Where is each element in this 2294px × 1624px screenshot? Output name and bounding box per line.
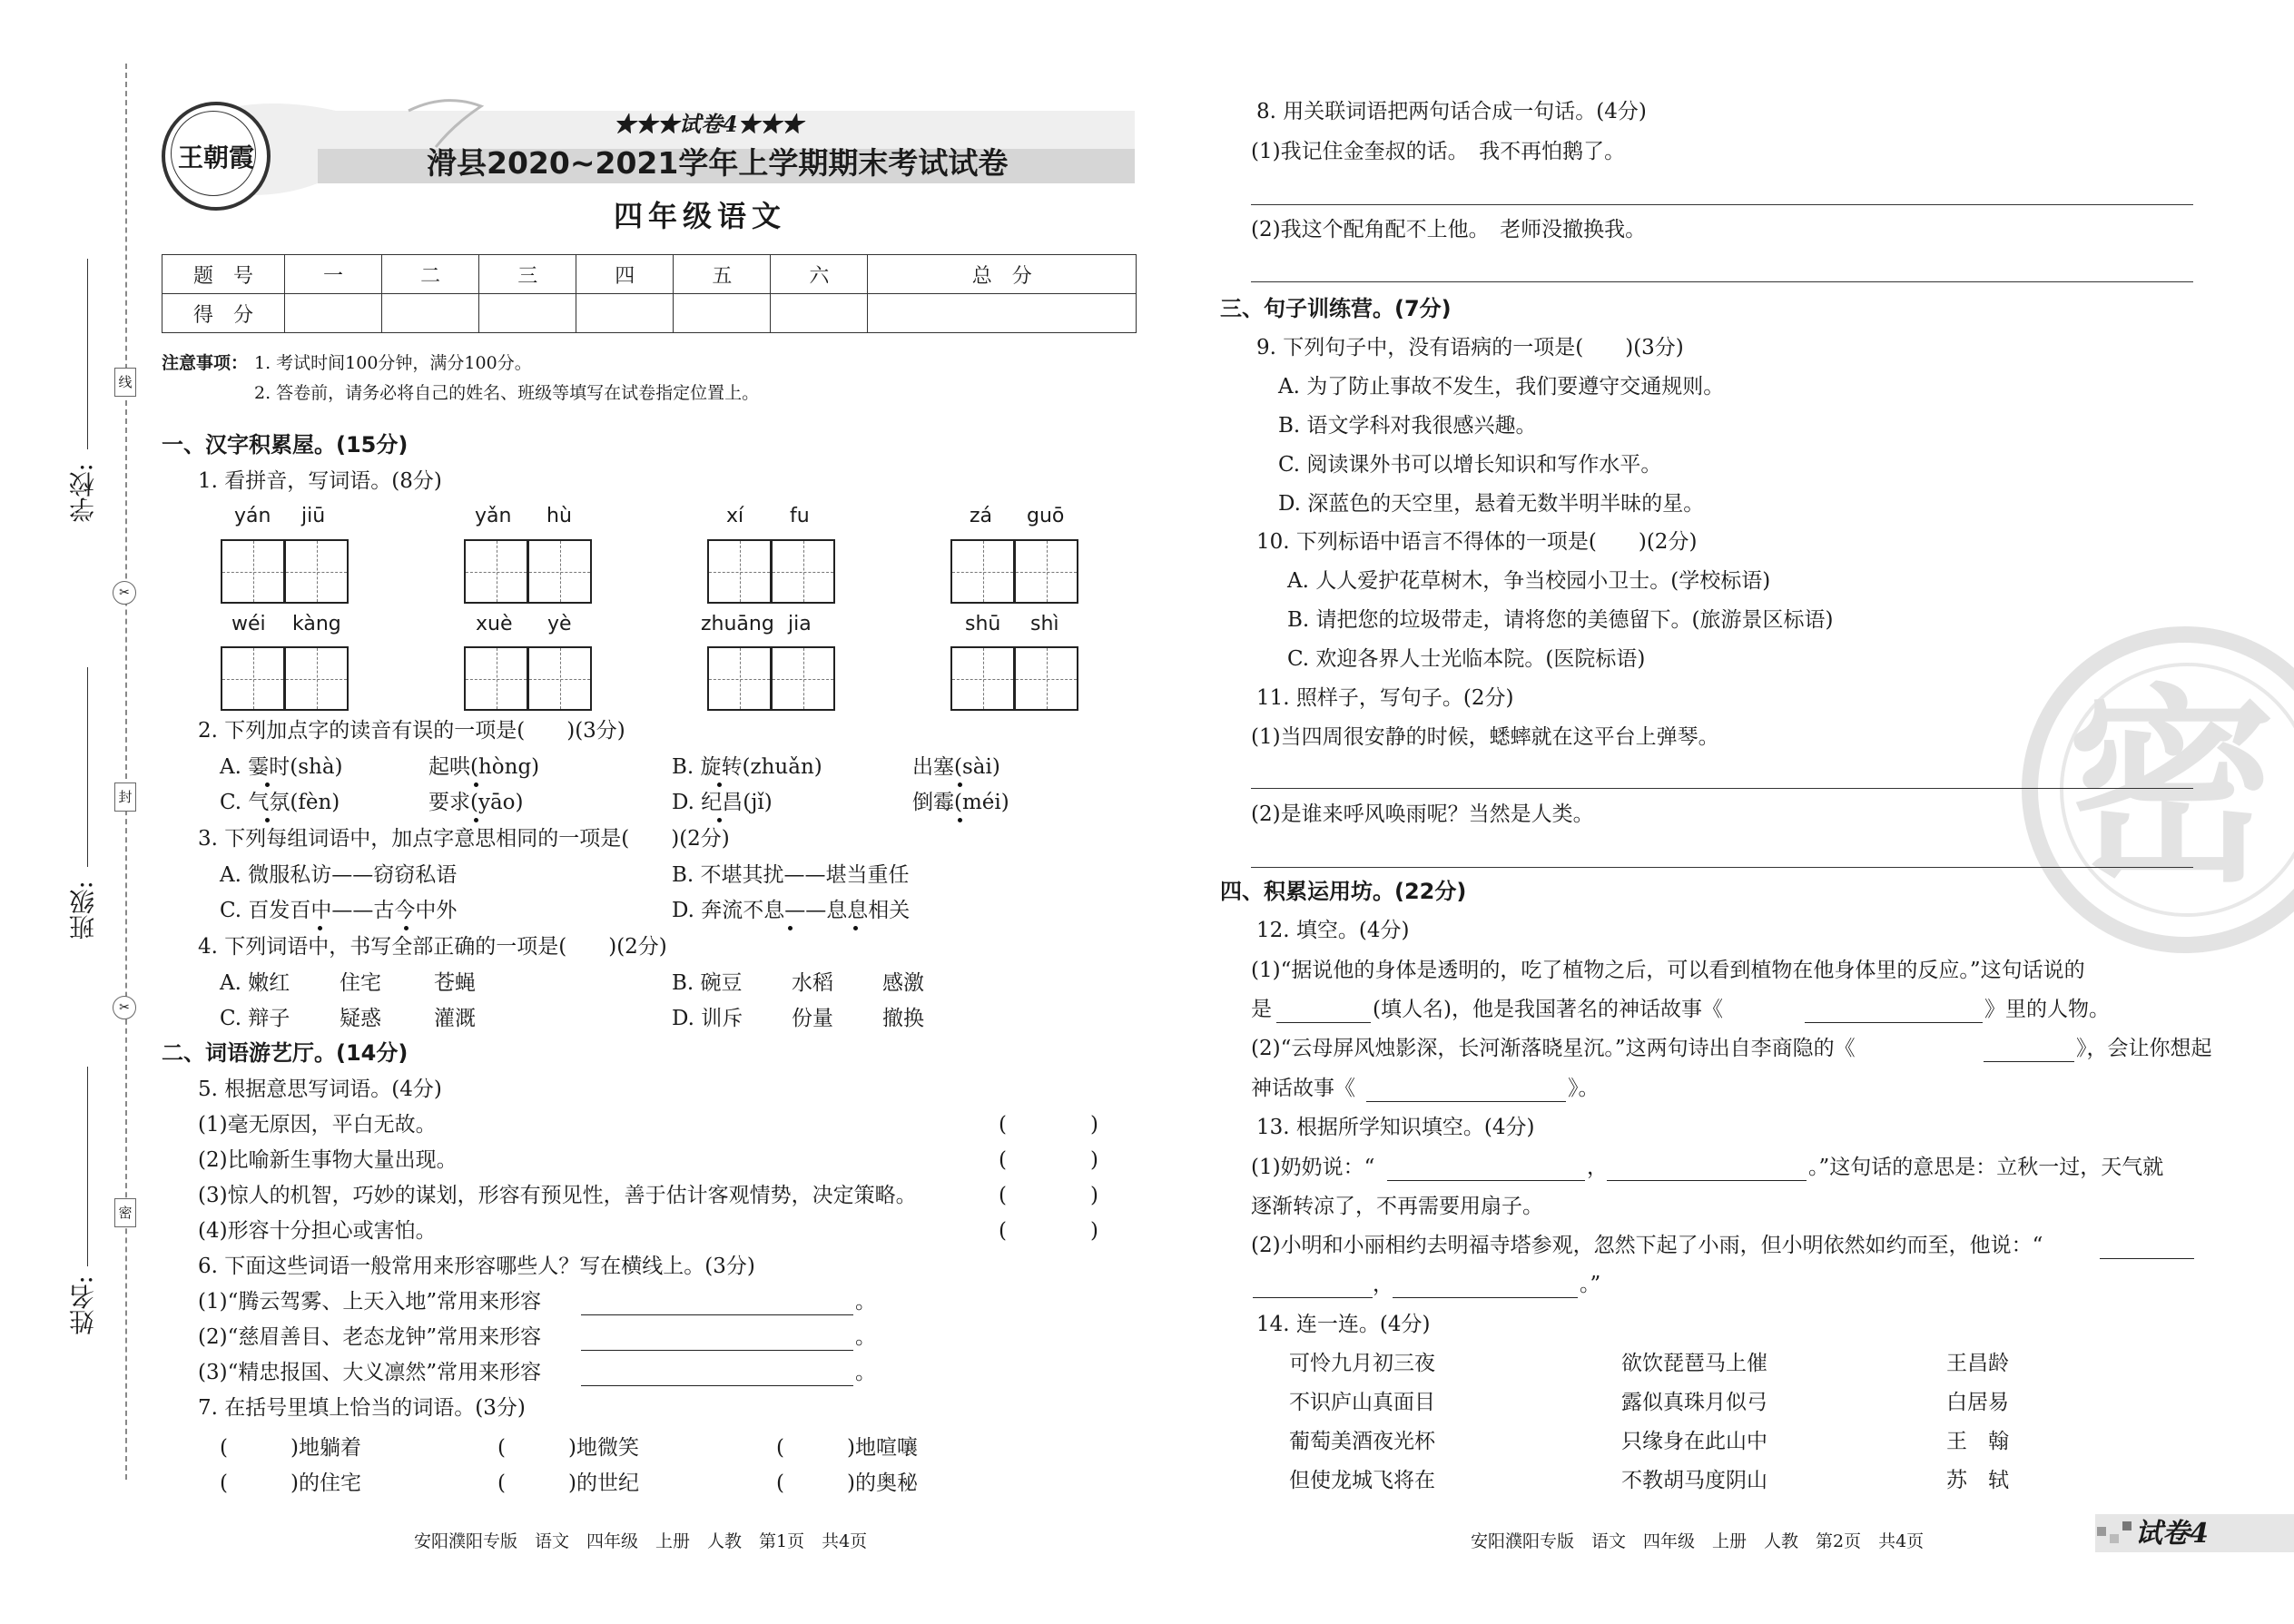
emphasis-dot — [717, 818, 722, 822]
emphasis-dot — [265, 818, 270, 822]
q10-option: B. 请把您的垃圾带走，请将您的美德留下。(旅游景区标语) — [1287, 608, 1834, 632]
q4-option: 感激 — [882, 971, 924, 995]
tianzige-box[interactable] — [1014, 539, 1078, 604]
emphasis-dot — [265, 782, 270, 787]
emphasis-dot — [788, 926, 793, 930]
score-cell[interactable] — [382, 294, 479, 333]
q3-option: B. 不堪其扰——堪当重任 — [672, 863, 910, 887]
q3-stem: 3. 下列每组词语中，加点字意思相同的一项是( )(2分) — [198, 827, 730, 851]
margin-mark-xian: 线 — [114, 368, 136, 397]
answer-blank[interactable] — [2100, 1258, 2194, 1259]
poet-name[interactable]: 王昌龄 — [1946, 1352, 2009, 1375]
q5-item: (2)比喻新生事物大量出现。 — [198, 1148, 458, 1172]
q3-option: A. 微服私访——窃窃私语 — [220, 863, 458, 887]
paper-series: ★★★试卷4★★★ — [614, 111, 803, 137]
q12-stem: 12. 填空。(4分) — [1256, 919, 1410, 942]
answer-blank[interactable] — [1253, 1297, 1373, 1298]
answer-blank[interactable] — [1984, 1061, 2074, 1062]
q13-stem: 13. 根据所学知识填空。(4分) — [1256, 1116, 1535, 1139]
score-head-cell: 题 号 — [162, 255, 285, 294]
subject-title: 四年级语文 — [614, 199, 787, 233]
poem-line-left[interactable]: 可怜九月初三夜 — [1289, 1352, 1435, 1375]
q2-option: D. 纪昌(jǐ) — [672, 791, 773, 814]
q9-option: D. 深蓝色的天空里，悬着无数半明半昧的星。 — [1278, 492, 1705, 516]
footer-left: 安阳濮阳专版 语文 四年级 上册 人教 第1页 共4页 — [414, 1531, 868, 1551]
q4-option: A. 嫩红 — [220, 971, 290, 995]
tianzige-box[interactable] — [950, 539, 1015, 604]
q9-option: A. 为了防止事故不发生，我们要遵守交通规则。 — [1278, 375, 1725, 399]
answer-line[interactable] — [1251, 204, 2193, 205]
score-cell[interactable] — [576, 294, 674, 333]
q7-item[interactable]: ( )的奥秘 — [776, 1471, 918, 1495]
answer-line[interactable] — [581, 1385, 853, 1386]
poem-line-left[interactable]: 葡萄美酒夜光杯 — [1289, 1430, 1435, 1453]
q4-option: 住宅 — [340, 971, 381, 995]
q6-end: 。 — [855, 1361, 876, 1384]
corner-tag: 试卷4 — [2135, 1518, 2209, 1550]
q6-end: 。 — [855, 1290, 876, 1314]
score-head-cell: 五 — [674, 255, 771, 294]
q7-item[interactable]: ( )地微笑 — [497, 1436, 639, 1460]
notes-label: 注意事项： — [162, 353, 249, 373]
q10-stem: 10. 下列标语中语言不得体的一项是( )(2分) — [1256, 530, 1698, 554]
notes-line-1: 1. 考试时间100分钟，满分100分。 — [254, 353, 532, 373]
score-label-cell: 得 分 — [162, 294, 285, 333]
q2-option: 出塞(sài) — [912, 755, 1000, 779]
q8-item-2: (2)我这个配角配不上他。 老师没撤换我。 — [1251, 218, 1647, 241]
poem-line-right[interactable]: 只缘身在此山中 — [1621, 1430, 1767, 1453]
name-label: 姓名: — [68, 1275, 98, 1335]
pinyin: hù — [546, 505, 572, 527]
answer-line[interactable] — [1251, 788, 2193, 789]
q13-comma-2: ， — [1373, 1273, 1393, 1296]
section-1-title: 一、汉字积累屋。(15分) — [162, 432, 409, 458]
corner-square — [2110, 1534, 2119, 1543]
score-header-row — [162, 255, 1137, 294]
q2-option: B. 旋转(zhuǎn) — [672, 755, 822, 779]
q7-item[interactable]: ( )地躺着 — [220, 1436, 361, 1460]
q14-stem: 14. 连一连。(4分) — [1256, 1313, 1431, 1336]
corner-square — [2097, 1527, 2106, 1536]
score-head-cell: 六 — [771, 255, 868, 294]
q13-comma: ， — [1587, 1156, 1608, 1179]
margin-mark-feng: 封 — [114, 782, 136, 812]
answer-line[interactable] — [1251, 281, 2193, 282]
q2-option: C. 气氛(fèn) — [220, 791, 340, 814]
pinyin: jia — [788, 613, 812, 635]
q6-item: (1)“腾云驾雾、上天入地”常用来形容 — [198, 1290, 542, 1314]
q7-stem: 7. 在括号里填上恰当的词语。(3分) — [198, 1396, 526, 1420]
notes-line-2: 2. 答卷前，请务必将自己的姓名、班级等填写在试卷指定位置上。 — [254, 383, 760, 403]
q11-stem: 11. 照样子，写句子。(2分) — [1256, 686, 1514, 710]
q9-stem: 9. 下列句子中，没有语病的一项是( )(3分) — [1256, 336, 1684, 359]
pinyin: guō — [1027, 505, 1065, 527]
q4-option: 撤换 — [882, 1007, 924, 1030]
poem-line-right[interactable]: 露似真珠月似弓 — [1621, 1391, 1767, 1414]
answer-paren[interactable]: ( ) — [999, 1148, 1098, 1172]
poet-name[interactable]: 苏 轼 — [1946, 1469, 2009, 1492]
poem-line-right[interactable]: 欲饮琵琶马上催 — [1621, 1352, 1767, 1375]
pinyin: shì — [1030, 613, 1059, 635]
corner-square — [2122, 1521, 2132, 1530]
score-cell[interactable] — [285, 294, 382, 333]
q6-item: (3)“精忠报国、大义凛然”常用来形容 — [198, 1361, 542, 1384]
q8-item-1: (1)我记住金奎叔的话。 我不再怕鹅了。 — [1251, 140, 1626, 163]
margin-circle-bottom: ✂ — [113, 996, 136, 1019]
answer-blank[interactable] — [1393, 1297, 1578, 1298]
q4-option: 疑惑 — [340, 1007, 381, 1030]
answer-paren[interactable]: ( ) — [999, 1113, 1098, 1137]
tianzige-box[interactable] — [950, 646, 1015, 711]
q2-option: 要求(yāo) — [428, 791, 524, 814]
section-4-title: 四、积累运用坊。(22分) — [1220, 879, 1467, 904]
q12-line-1b-end: 》里的人物。 — [1984, 998, 2110, 1021]
q2-stem: 2. 下列加点字的读音有误的一项是( )(3分) — [198, 719, 625, 743]
pinyin: yǎn — [475, 505, 512, 527]
q6-item: (2)“慈眉善目、老态龙钟”常用来形容 — [198, 1325, 542, 1349]
emphasis-dot — [404, 926, 409, 930]
q9-option: B. 语文学科对我很感兴趣。 — [1278, 414, 1537, 438]
brand-logo-text: 王朝霞 — [177, 143, 254, 172]
q2-option: A. 霎时(shà) — [220, 755, 343, 779]
q5-item: (1)毫无原因，平白无故。 — [198, 1113, 437, 1137]
q10-option: A. 人人爱护花草树木，争当校园小卫士。(学校标语) — [1287, 569, 1771, 593]
class-line[interactable] — [87, 667, 88, 867]
q12-line-2a-end: 》，会让你想起 — [2076, 1037, 2212, 1060]
q4-option: 水稻 — [792, 971, 833, 995]
emphasis-dot — [717, 782, 722, 787]
q12-line-1b-start: 是 — [1251, 998, 1272, 1021]
q4-stem: 4. 下列词语中，书写全部正确的一项是( )(2分) — [198, 935, 667, 959]
q7-item[interactable]: ( )地喧嚷 — [776, 1436, 918, 1460]
q6-stem: 6. 下面这些词语一般常用来形容哪些人？写在横线上。(3分) — [198, 1255, 755, 1278]
score-head-cell: 四 — [576, 255, 674, 294]
answer-blank[interactable] — [1276, 1022, 1371, 1023]
score-cell[interactable] — [674, 294, 771, 333]
tianzige-box[interactable] — [464, 646, 528, 711]
poem-line-right[interactable]: 不教胡马度阴山 — [1621, 1469, 1767, 1492]
answer-paren[interactable]: ( ) — [999, 1184, 1098, 1207]
score-cell[interactable] — [771, 294, 868, 333]
q8-stem: 8. 用关联词语把两句话合成一句话。(4分) — [1256, 100, 1647, 123]
pinyin: wéi — [231, 613, 266, 635]
tianzige-box[interactable] — [221, 646, 285, 711]
score-head-cell: 三 — [479, 255, 576, 294]
answer-blank[interactable] — [1607, 1180, 1807, 1181]
school-label: 学校: — [68, 463, 98, 523]
score-cell[interactable] — [479, 294, 576, 333]
q10-option: C. 欢迎各界人士光临本院。(医院标语) — [1287, 647, 1646, 671]
q2-option: 起哄(hòng) — [428, 755, 540, 779]
poet-name[interactable]: 白居易 — [1946, 1391, 2009, 1414]
q5-item: (4)形容十分担心或害怕。 — [198, 1219, 437, 1243]
binding-dashed-line — [125, 64, 127, 1480]
answer-line[interactable] — [581, 1314, 853, 1315]
pinyin: xí — [726, 505, 744, 527]
q6-end: 。 — [855, 1325, 876, 1349]
tianzige-box[interactable] — [527, 539, 592, 604]
score-head-cell: 二 — [382, 255, 479, 294]
pinyin: zhuāng — [701, 613, 774, 635]
emphasis-dot — [958, 818, 962, 822]
q2-option: 倒霉(méi) — [912, 791, 1009, 814]
watermark-char: 密 — [2067, 668, 2277, 910]
pinyin: shū — [965, 613, 1001, 635]
answer-blank[interactable] — [1805, 1022, 1983, 1023]
tianzige-box[interactable] — [284, 539, 349, 604]
q9-option: C. 阅读课外书可以增长知识和写作水平。 — [1278, 453, 1662, 477]
q12-line-1a: (1)“据说他的身体是透明的，吃了植物之后，可以看到植物在他身体里的反应。”这句话说的 — [1251, 959, 2085, 982]
score-table — [162, 254, 1137, 333]
answer-line[interactable] — [581, 1350, 853, 1351]
poem-line-left[interactable]: 但使龙城飞将在 — [1289, 1469, 1435, 1492]
q13-line-1b: 逐渐转凉了，不再需要用扇子。 — [1251, 1195, 1543, 1218]
emphasis-dot — [474, 818, 478, 822]
q12-line-2b-end: 》。 — [1568, 1077, 1600, 1100]
margin-circle-top: ✂ — [113, 581, 136, 605]
footer-right: 安阳濮阳专版 语文 四年级 上册 人教 第2页 共4页 — [1471, 1531, 1925, 1551]
q5-item: (3)惊人的机智，巧妙的谋划，形容有预见性，善于估计客观情势，决定策略。 — [198, 1184, 917, 1207]
emphasis-dot — [474, 782, 478, 787]
answer-blank[interactable] — [1366, 1101, 1566, 1102]
pinyin: zá — [970, 505, 993, 527]
brand-logo — [162, 102, 271, 211]
answer-blank[interactable] — [1387, 1180, 1585, 1181]
q13-line-2b-end: 。” — [1580, 1273, 1601, 1296]
pinyin: yán — [234, 505, 271, 527]
q4-option: C. 辩子 — [220, 1007, 290, 1030]
pinyin: xuè — [476, 613, 513, 635]
pinyin: fu — [790, 505, 810, 527]
q4-option: D. 训斥 — [672, 1007, 743, 1030]
q13-line-1a-start: (1)奶奶说：“ — [1251, 1156, 1375, 1179]
q4-option: 份量 — [792, 1007, 833, 1030]
page-title: 滑县2020~2021学年上学期期末考试试卷 — [427, 145, 1009, 181]
score-head-cell: 总 分 — [868, 255, 1137, 294]
q1-stem: 1. 看拼音，写词语。(8分) — [198, 469, 442, 493]
q5-stem: 5. 根据意思写词语。(4分) — [198, 1078, 442, 1101]
tianzige-box[interactable] — [707, 539, 772, 604]
emphasis-dot — [318, 926, 322, 930]
q12-line-2b-start: 神话故事《 — [1251, 1077, 1355, 1100]
tianzige-box[interactable] — [771, 646, 835, 711]
section-3-title: 三、句子训练营。(7分) — [1220, 296, 1452, 321]
q4-option: B. 碗豆 — [672, 971, 743, 995]
poem-line-left[interactable]: 不识庐山真面目 — [1289, 1391, 1435, 1414]
q7-item[interactable]: ( )的住宅 — [220, 1471, 361, 1495]
tianzige-box[interactable] — [771, 539, 835, 604]
tianzige-box[interactable] — [707, 646, 772, 711]
poet-name[interactable]: 王 翰 — [1946, 1430, 2009, 1453]
secret-watermark — [2022, 626, 2294, 971]
tianzige-box[interactable] — [464, 539, 528, 604]
pinyin: jiū — [301, 505, 326, 527]
q12-line-1b-mid: (填人名)，他是我国著名的神话故事《 — [1373, 998, 1723, 1021]
tianzige-box[interactable] — [1014, 646, 1078, 711]
q13-line-1a-end: 。”这句话的意思是：立秋一过，天气就 — [1808, 1156, 2164, 1179]
score-value-row — [162, 294, 1137, 333]
pinyin: yè — [547, 613, 572, 635]
q3-option: D. 奔流不息——息息相关 — [672, 899, 911, 922]
answer-paren[interactable]: ( ) — [999, 1219, 1098, 1243]
q4-option: 苍蝇 — [434, 971, 476, 995]
school-line[interactable] — [87, 259, 88, 449]
tianzige-box[interactable] — [284, 646, 349, 711]
margin-mark-mi: 密 — [114, 1198, 136, 1227]
score-head-cell: 一 — [285, 255, 382, 294]
tianzige-box[interactable] — [527, 646, 592, 711]
q13-line-2a: (2)小明和小丽相约去明福寺塔参观，忽然下起了小雨，但小明依然如约而至，他说：“ — [1251, 1234, 2043, 1257]
score-cell[interactable] — [868, 294, 1137, 333]
q11-item-1: (1)当四周很安静的时候，蟋蟀就在这平台上弹琴。 — [1251, 725, 1719, 749]
class-label: 班级: — [68, 881, 98, 940]
section-2-title: 二、词语游艺厅。(14分) — [162, 1040, 409, 1066]
emphasis-dot — [958, 782, 962, 787]
name-line[interactable] — [87, 1067, 88, 1266]
q4-option: 灌溉 — [434, 1007, 476, 1030]
tianzige-box[interactable] — [221, 539, 285, 604]
emphasis-dot — [853, 926, 858, 930]
q7-item[interactable]: ( )的世纪 — [497, 1471, 639, 1495]
q11-item-2: (2)是谁来呼风唤雨呢？当然是人类。 — [1251, 802, 1594, 826]
pinyin: kàng — [292, 613, 341, 635]
q3-option: C. 百发百中——古今中外 — [220, 899, 458, 922]
answer-line[interactable] — [1251, 867, 2193, 868]
q12-line-2a-start: (2)“云母屏风烛影深，长河渐落晓星沉。”这两句诗出自李商隐的《 — [1251, 1037, 1856, 1060]
